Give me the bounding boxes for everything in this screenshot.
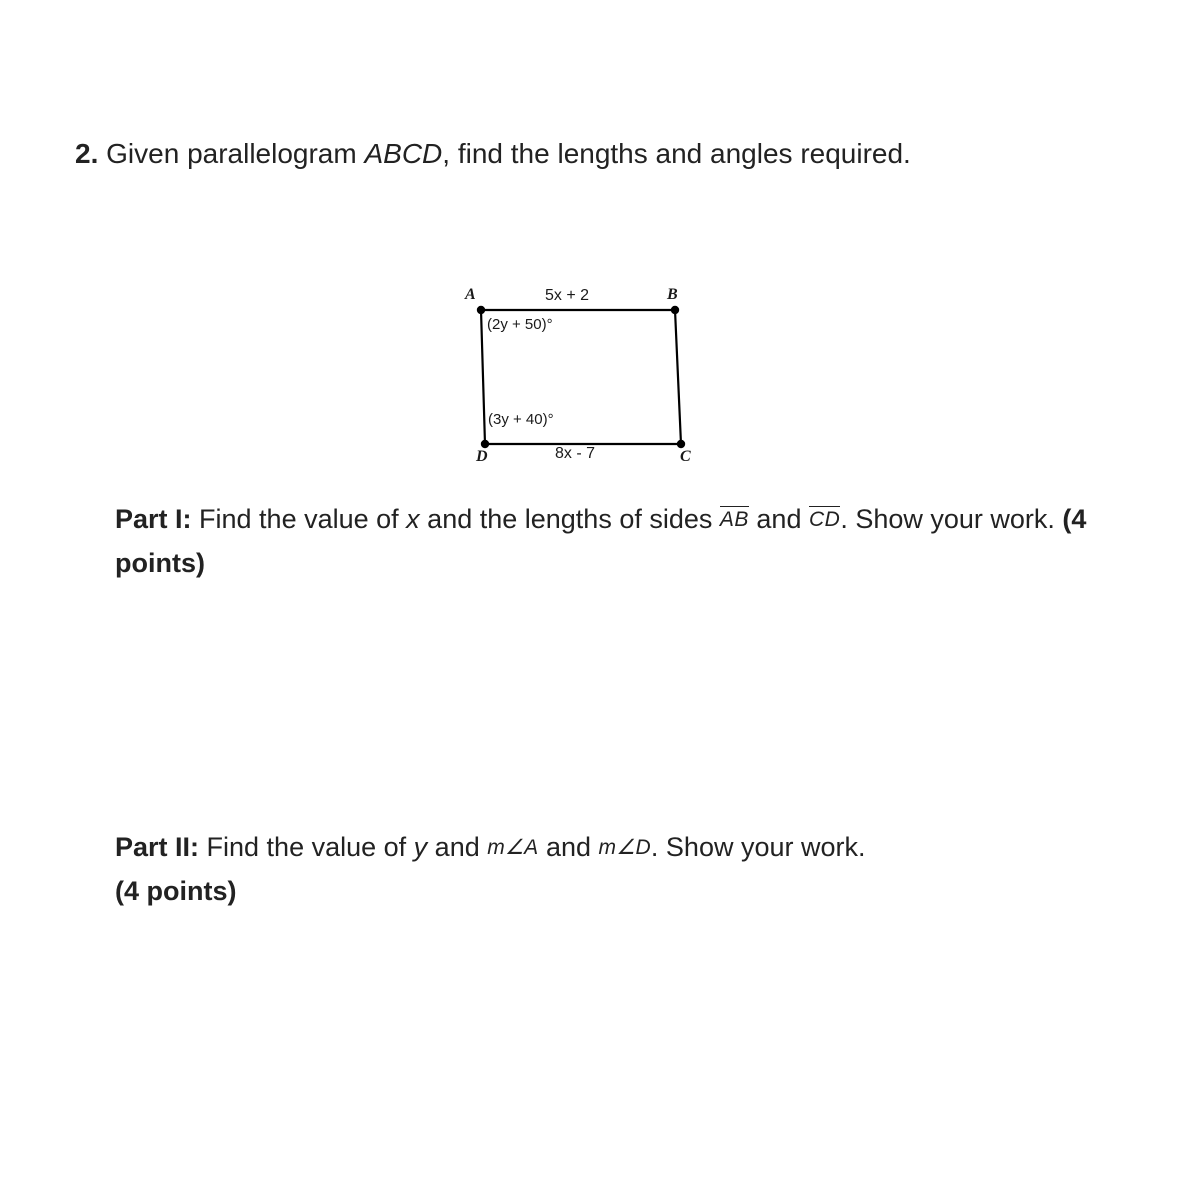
question-number: 2. — [75, 138, 99, 169]
measure-angle-a: m∠A — [487, 836, 539, 859]
question-text-before: Given parallelogram — [98, 138, 365, 169]
vertex-label-a: A — [465, 286, 476, 303]
part-1-text-4: . Show your work. — [840, 504, 1063, 534]
part-2-text-4: . Show your work. — [650, 832, 866, 862]
vertex-label-c: C — [680, 448, 691, 465]
part-2-variable-y: y — [413, 832, 428, 862]
part-1-text-2: and the lengths of sides — [419, 504, 720, 534]
parallelogram-figure — [455, 278, 725, 478]
part-2-heading: Part II: — [115, 832, 200, 862]
part-2-text-3: and — [538, 832, 599, 862]
part-1-text-3: and — [748, 504, 809, 534]
question-stem — [75, 132, 1075, 176]
vertex-label-b: B — [667, 286, 678, 303]
part-1-variable-x: x — [406, 504, 420, 534]
part-1-points: (4 points) — [115, 504, 1087, 578]
question-parallelogram-label: ABCD — [364, 138, 443, 169]
part-2 — [115, 826, 1155, 913]
part-1-text-1: Find the value of — [191, 504, 407, 534]
part-2-points: (4 points) — [115, 875, 237, 906]
vertex-label-d: D — [476, 448, 488, 465]
angle-label-d: (3y + 40)° — [488, 411, 554, 428]
part-2-text-2: and — [427, 832, 488, 862]
segment-ab: AB — [719, 508, 749, 531]
angle-label-a: (2y + 50)° — [487, 316, 553, 333]
part-1 — [115, 498, 1155, 585]
measure-angle-d: m∠D — [598, 836, 651, 859]
side-label-top: 5x + 2 — [545, 287, 590, 304]
segment-cd: CD — [808, 508, 841, 531]
part-2-text-1: Find the value of — [199, 832, 414, 862]
question-text-after: , find the lengths and angles required. — [442, 138, 911, 169]
part-1-heading: Part I: — [115, 504, 192, 534]
side-label-bottom: 8x - 7 — [555, 445, 596, 462]
